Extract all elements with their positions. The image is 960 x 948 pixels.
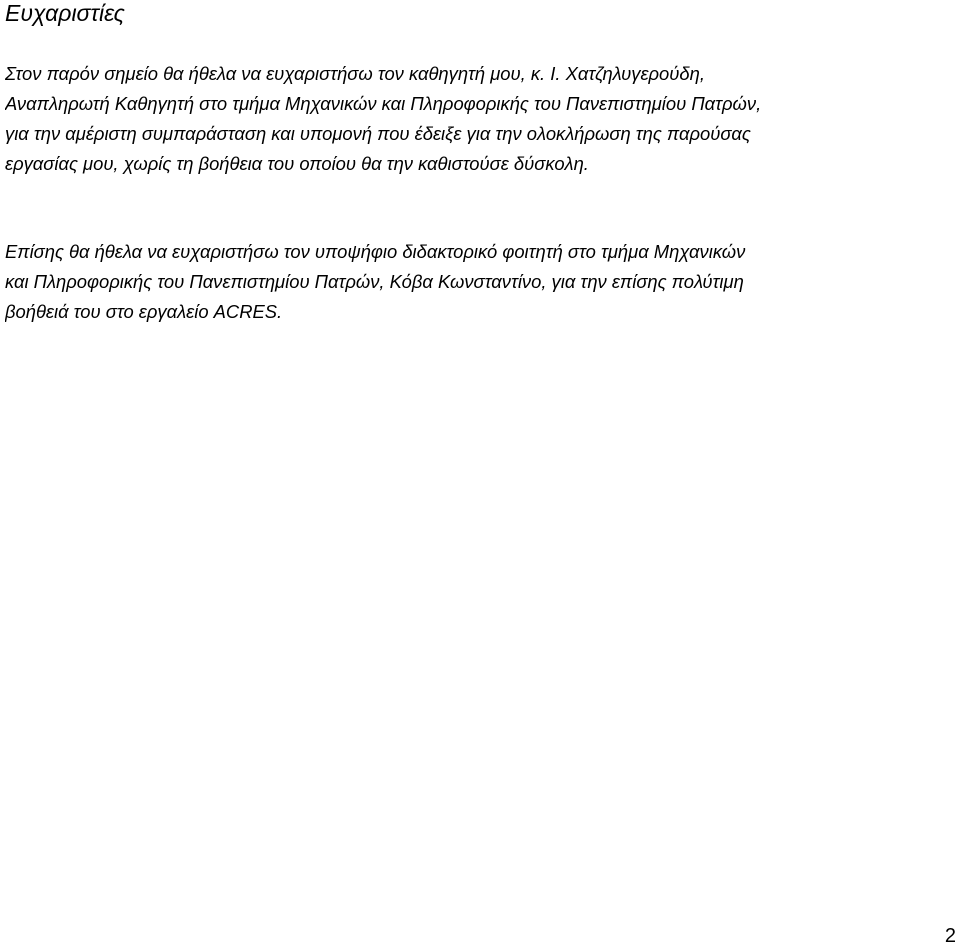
paragraph-line: Στον παρόν σημείο θα ήθελα να ευχαριστήσω τον καθηγητή μου, κ. Ι. Χατζηλυγερούδη, (5, 63, 705, 84)
paragraph-line: Επίσης θα ήθελα να ευχαριστήσω τον υποψήφιο διδακτορικό φοιτητή στο τμήμα Μηχανικών (5, 241, 746, 262)
acknowledgement-paragraph-2 (5, 237, 960, 327)
page-number: 2 (944, 925, 956, 947)
paragraph-line: και Πληροφορικής του Πανεπιστημίου Πατρών, Κόβα Κωνσταντίνο, για την επίσης πολύτιμη (5, 271, 744, 292)
paragraph-line: Αναπληρωτή Καθηγητή στο τμήμα Μηχανικών και Πληροφορικής του Πανεπιστημίου Πατρών, (5, 93, 762, 114)
section-title: Ευχαριστίες (5, 0, 125, 26)
paragraph-line: για την αμέριστη συμπαράσταση και υπομονή που έδειξε για την ολοκλήρωση της παρούσας (5, 123, 751, 144)
paragraph-line: βοήθειά του στο εργαλείο ACRES. (5, 301, 283, 322)
acknowledgement-paragraph-1 (5, 59, 960, 179)
paragraph-line: εργασίας μου, χωρίς τη βοήθεια του οποίου θα την καθιστούσε δύσκολη. (5, 153, 589, 174)
